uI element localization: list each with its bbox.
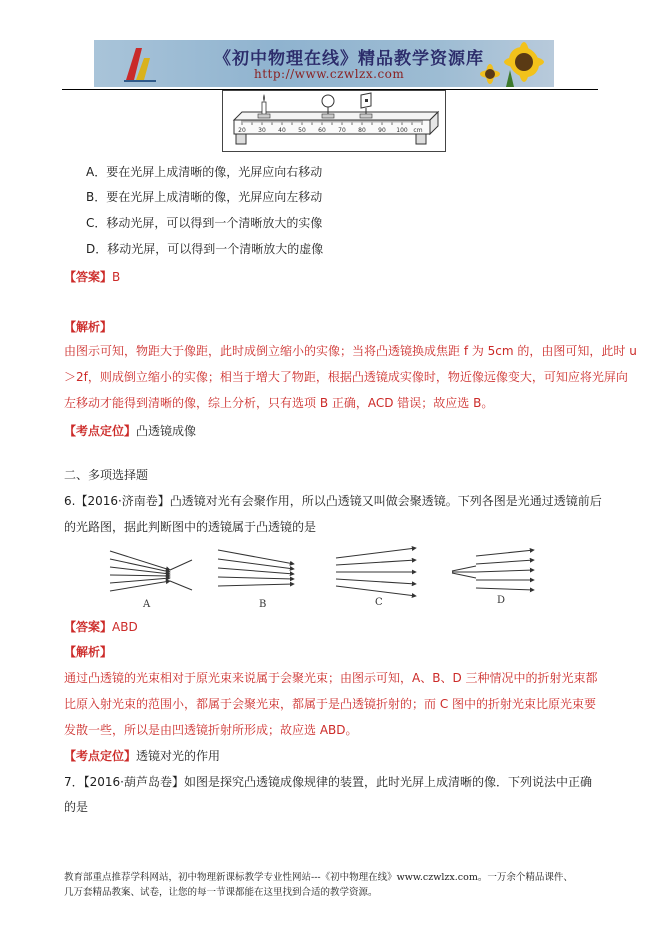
bench-tick-label: 70 bbox=[338, 127, 346, 134]
figure-label-a: A bbox=[143, 599, 151, 610]
q6-analysis-tag: 【解析】 bbox=[64, 645, 113, 659]
banner-url[interactable]: http://www.czwlzx.com bbox=[254, 67, 405, 81]
figure-d-rays bbox=[452, 550, 534, 590]
answer-value: ABD bbox=[112, 620, 138, 634]
footer-line-2: 几万套精品教案、试卷，让您的每一节课都能在这里找到合适的教学资源。 bbox=[64, 887, 378, 898]
q6-analysis-line-1: 通过凸透镜的光束相对于原光束来说属于会聚光束；由图示可知，A、B、D 三种情况中的折射光束都 bbox=[64, 671, 598, 685]
answer-value: B bbox=[112, 270, 121, 284]
q5-analysis-line-3: 左移动才能得到清晰的像，综上分析，只有选项 B 正确，ACD 错误；故应选 B。 bbox=[64, 396, 494, 410]
bench-tick-label: 50 bbox=[298, 127, 306, 134]
answer-tag: 【答案】 bbox=[64, 620, 113, 634]
bench-tick-label: 40 bbox=[278, 127, 286, 134]
answer-tag: 【答案】 bbox=[64, 270, 113, 284]
figure-label-c: C bbox=[375, 597, 383, 608]
optical-bench-figure bbox=[222, 90, 446, 152]
point-value: 凸透镜成像 bbox=[136, 424, 197, 438]
q6-stem-line-2: 的光路图，据此判断图中的透镜属于凸透镜的是 bbox=[64, 520, 317, 534]
q5-option-a: A．要在光屏上成清晰的像，光屏应向右移动 bbox=[86, 165, 323, 179]
section-heading: 二、多项选择题 bbox=[64, 468, 149, 482]
point-tag: 【考点定位】 bbox=[64, 749, 137, 763]
figure-label-d: D bbox=[497, 595, 506, 606]
figure-a-rays bbox=[110, 551, 192, 591]
site-logo bbox=[122, 44, 158, 84]
point-tag: 【考点定位】 bbox=[64, 424, 137, 438]
bench-tick-label: 100 bbox=[396, 127, 408, 134]
sunflower-image bbox=[476, 40, 546, 87]
q6-point-line bbox=[64, 749, 220, 763]
bench-tick-label: 90 bbox=[378, 127, 386, 134]
figure-c-rays bbox=[336, 548, 416, 596]
footer-line-1: 教育部重点推荐学科网站，初中物理新课标教学专业性网站---《初中物理在线》www.czwlzx.com。一万余个精品课件、 bbox=[64, 872, 573, 883]
q7-stem-line-2: 的是 bbox=[64, 800, 89, 814]
q5-answer-line bbox=[64, 270, 120, 284]
point-value: 透镜对光的作用 bbox=[136, 749, 221, 763]
banner-title: 《初中物理在线》精品教学资源库 bbox=[214, 49, 484, 69]
q5-point-line bbox=[64, 424, 196, 438]
bench-tick-label: 80 bbox=[358, 127, 366, 134]
q5-option-c: C．移动光屏，可以得到一个清晰放大的实像 bbox=[86, 216, 323, 230]
bench-tick-label: 20 bbox=[238, 127, 246, 134]
lens-ray-figures bbox=[96, 540, 556, 610]
figure-label-b: B bbox=[259, 599, 267, 610]
bench-tick-label: 60 bbox=[318, 127, 326, 134]
figure-b-rays bbox=[218, 550, 294, 586]
q5-analysis-line-2: ＞2f，则成倒立缩小的实像；相当于增大了物距，根据凸透镜成实像时，物近像远像变大，可知应将光屏向 bbox=[64, 370, 628, 384]
q6-analysis-line-2: 比原入射光束的范围小，都属于会聚光束，都属于是凸透镜折射的；而 C 图中的折射光束比原光束要 bbox=[64, 697, 597, 711]
q5-option-d: D．移动光屏，可以得到一个清晰放大的虚像 bbox=[86, 242, 324, 256]
q5-analysis-tag: 【解析】 bbox=[64, 320, 113, 334]
q6-answer-line bbox=[64, 620, 138, 634]
bench-tick-label: cm bbox=[413, 127, 423, 134]
q5-option-b: B．要在光屏上成清晰的像，光屏应向左移动 bbox=[86, 190, 323, 204]
q6-analysis-line-3: 发散一些，所以是由凹透镜折射所形成；故应选 ABD。 bbox=[64, 723, 358, 737]
header-banner bbox=[94, 40, 554, 87]
bench-tick-label: 30 bbox=[258, 127, 266, 134]
q7-stem-line-1: 7．【2016·葫芦岛卷】如图是探究凸透镜成像规律的装置，此时光屏上成清晰的像．下列说法中正确 bbox=[64, 775, 592, 789]
q5-analysis-line-1: 由图示可知，物距大于像距，此时成倒立缩小的实像；当将凸透镜换成焦距 f 为 5cm 的，由图可知，此时 u bbox=[64, 344, 637, 358]
q6-stem-line-1: 6.【2016·济南卷】凸透镜对光有会聚作用，所以凸透镜又叫做会聚透镜。下列各图是光通过透镜前后 bbox=[64, 494, 602, 508]
